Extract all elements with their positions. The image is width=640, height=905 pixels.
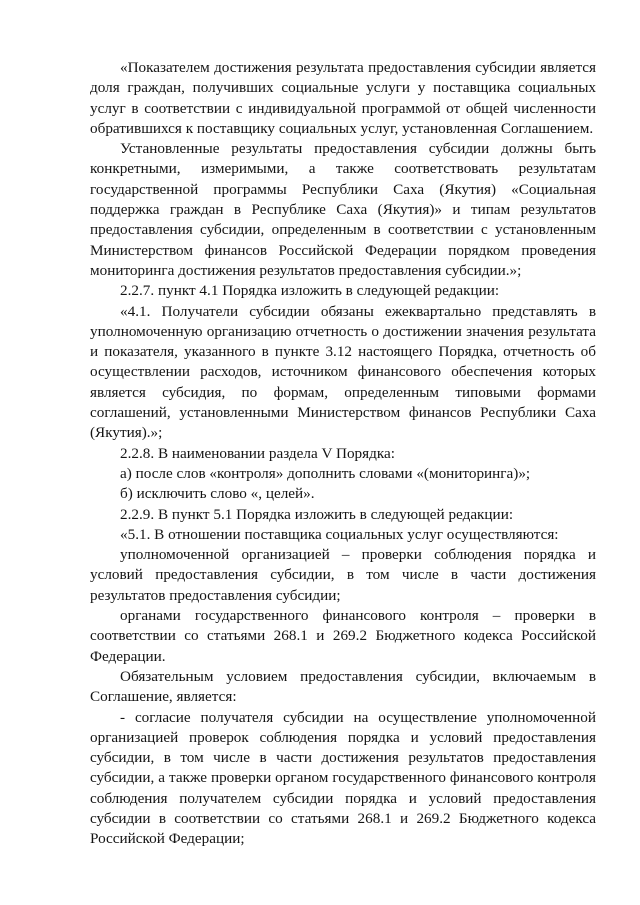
paragraph-2-2-8-a: а) после слов «контроля» дополнить словами «(мониторинга)»; (120, 464, 531, 482)
paragraph-recipient-consent: - согласие получателя субсидии на осуществление уполномоченной организацией проверок соблюдения порядка и условий предоставления субсидии, в том числе в части достижения результатов предоставления субсидии, а также проверки органом государственного финансового контроля соблюдения получателем субсидии порядка и условий предоставления субсидии в соответствии со статьями 268.1 и 269.2 Бюджетного кодекса Российской Федерации; (90, 708, 596, 848)
paragraph-2-2-8: 2.2.8. В наименовании раздела V Порядка: (120, 444, 395, 462)
paragraph-mandatory-condition: Обязательным условием предоставления субсидии, включаемым в Соглашение, является: (90, 667, 596, 706)
paragraph-clause-4-1: «4.1. Получатели субсидии обязаны ежеквартально представлять в уполномоченную организацию отчетность о достижении значения результата и показателя, указанного в пункте 3.12 настоящего Порядка, отчетность об осуществлении расходов, источником финансового обеспечения которых является субсидия, по формам, определенным типовыми формами соглашений, установленными Министерством финансов Республики Саха (Якутия).»; (90, 302, 596, 442)
paragraph-clause-5-1: «5.1. В отношении поставщика социальных услуг осуществляются: (120, 525, 559, 543)
paragraph-state-financial-control: органами государственного финансового контроля – проверки в соответствии со статьями 268.1 и 269.2 Бюджетного кодекса Российской Федерации. (90, 607, 596, 665)
paragraph-indicator-definition: «Показателем достижения результата предоставления субсидии является доля граждан, получивших социальные услуги у поставщика социальных услуг в соответствии с индивидуальной программой от общей численности обратившихся к поставщику социальных услуг, установленная Соглашением. (90, 59, 596, 137)
document-body (90, 58, 596, 850)
paragraph-2-2-7: 2.2.7. пункт 4.1 Порядка изложить в следующей редакции: (120, 282, 500, 300)
paragraph-2-2-9: 2.2.9. В пункт 5.1 Порядка изложить в следующей редакции: (120, 505, 514, 523)
paragraph-authorized-organization: уполномоченной организацией – проверки соблюдения порядка и условий предоставления субсидии, в том числе в части достижения результатов предоставления субсидии; (90, 546, 596, 604)
paragraph-established-results: Установленные результаты предоставления субсидии должны быть конкретными, измеримыми, а также соответствовать результатам государственной программы Республики Саха (Якутия) «Социальная поддержка граждан в Республике Саха (Якутия)» и типам результатов предоставления субсидии, определенным в соответствии с установленным Министерством финансов Российской Федерации порядком проведения мониторинга достижения результатов предоставления субсидии.»; (90, 140, 596, 279)
paragraph-2-2-8-b: б) исключить слово «, целей». (120, 485, 315, 503)
